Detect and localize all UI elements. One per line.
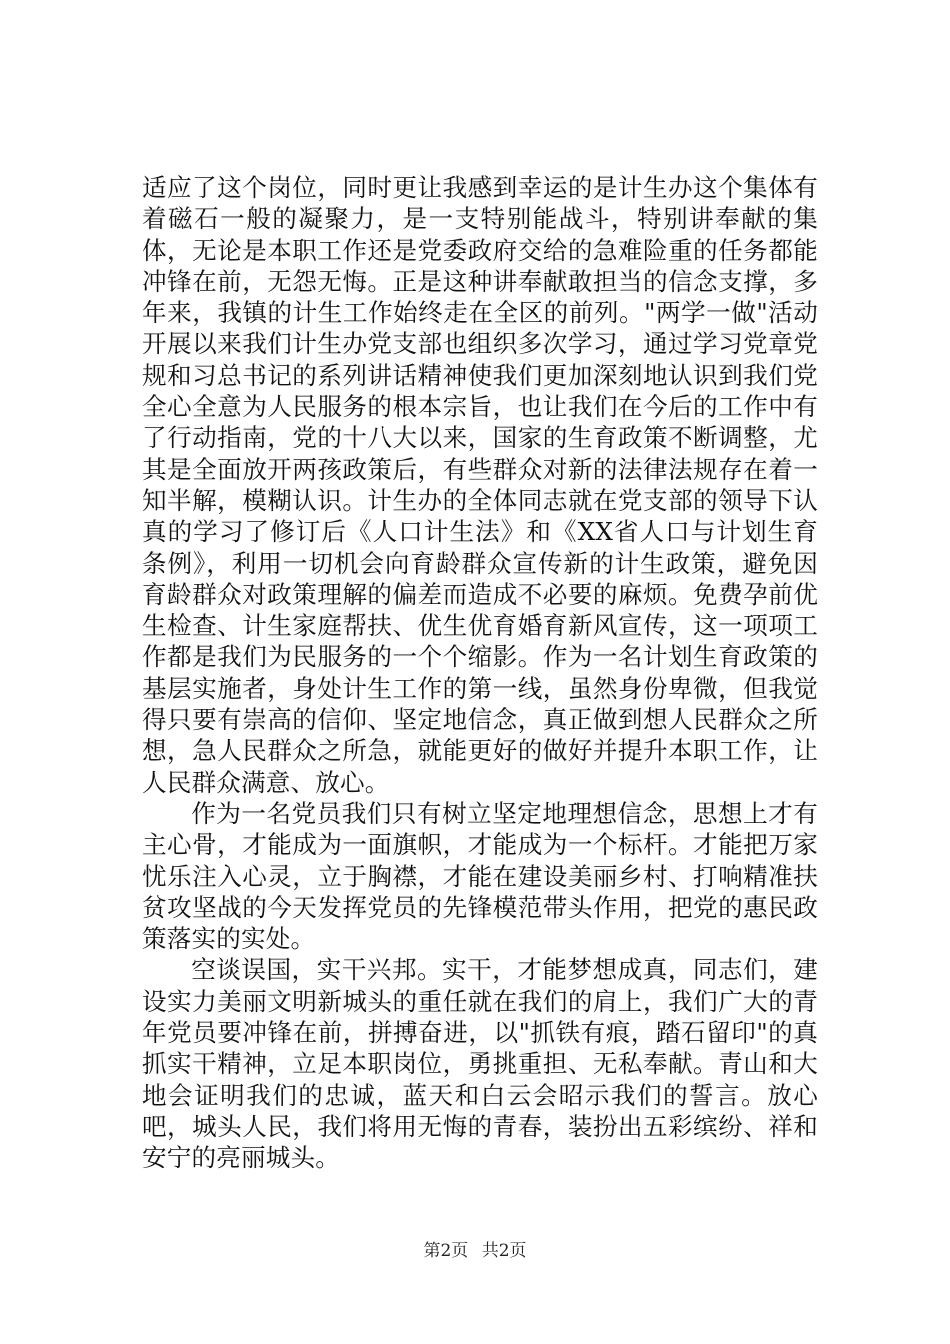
paragraph-continued: 适应了这个岗位，同时更让我感到幸运的是计生办这个集体有着磁石一般的凝聚力，是一支特别能战斗，特别讲奉献的集体，无论是本职工作还是党委政府交给的急难险重的任务都能冲锋在前，无怨无悔。正是这种讲奉献敢担当的信念支撑，多年来，我镇的计生工作始终走在全区的前列。"两学一做"活动开展以来我们计生办党支部也组织多次学习，通过学习党章党规和习总书记的系列讲话精神使我们更加深刻地认识到我们党全心全意为人民服务的根本宗旨，也让我们在今后的工作中有了行动指南，党的十八大以来，国家的生育政策不断调整，尤其是全面放开两孩政策后，有些群众对新的法律法规存在着一知半解，模糊认识。计生办的全体同志就在党支部的领导下认真的学习了修订后《人口计生法》和《XX省人口与计划生育条例》，利用一切机会向育龄群众宣传新的计生政策，避免因育龄群众对政策理解的偏差而造成不必要的麻烦。免费孕前优生检查、计生家庭帮扶、优生优育婚育新风宣传，这一项项工作都是我们为民服务的一个个缩影。作为一名计划生育政策的基层实施者，身处计生工作的第一线，虽然身份卑微，但我觉得只要有崇高的信仰、坚定地信念，真正做到想人民群众之所想，急人民群众之所急，就能更好的做好并提升本职工作，让人民群众满意、放心。 — [142, 173, 818, 797]
document-body — [142, 172, 818, 1174]
page-number-current: 第2页 — [423, 1241, 469, 1261]
paragraph-party-member-belief: 作为一名党员我们只有树立坚定地理想信念，思想上才有主心骨，才能成为一面旗帜，才能成为一个标杆。才能把万家忧乐注入心灵，立于胸襟，才能在建设美丽乡村、打响精准扶贫攻坚战的今天发挥党员的先锋模范带头作用，把党的惠民政策落实的实处。 — [142, 798, 818, 954]
page-footer — [0, 1241, 950, 1261]
paragraph-closing: 空谈误国，实干兴邦。实干，才能梦想成真，同志们，建设实力美丽文明新城头的重任就在我们的肩上，我们广大的青年党员要冲锋在前，拼搏奋进，以"抓铁有痕，踏石留印"的真抓实干精神，立足本职岗位，勇挑重担、无私奉献。青山和大地会证明我们的忠诚，蓝天和白云会昭示我们的誓言。放心吧，城头人民，我们将用无悔的青春，装扮出五彩缤纷、祥和安宁的亮丽城头。 — [142, 955, 818, 1173]
page-number-total: 共2页 — [481, 1241, 527, 1261]
